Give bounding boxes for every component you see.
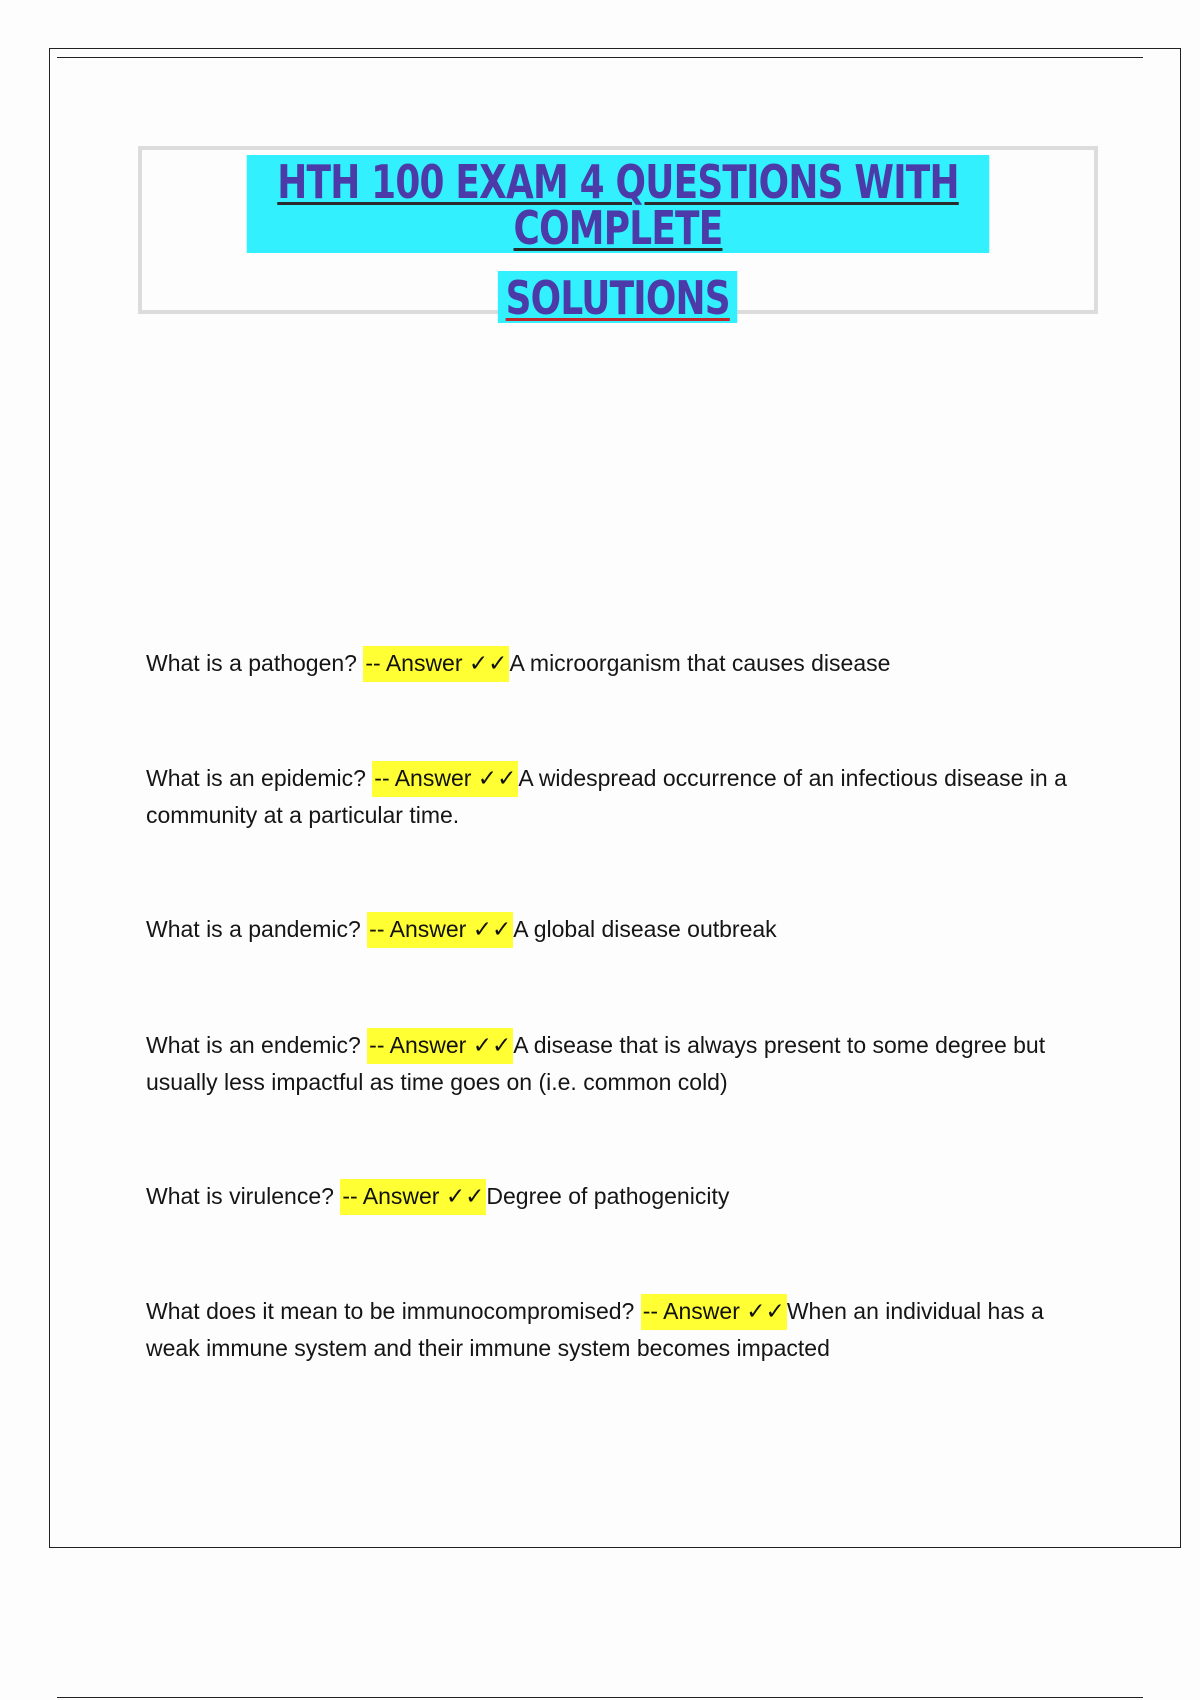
title-line-2 — [142, 271, 1094, 323]
qa-item — [146, 645, 1086, 682]
document-title-continued: SOLUTIONS — [498, 271, 738, 323]
question-text: What is a pathogen? — [146, 650, 357, 676]
question-text: What is an endemic? — [146, 1032, 361, 1058]
title-line-1 — [142, 155, 1094, 253]
qa-item — [146, 1027, 1086, 1101]
qa-item — [146, 1178, 1086, 1215]
answer-text: Degree of pathogenicity — [486, 1183, 730, 1209]
answer-marker: -- Answer ✓✓ — [363, 646, 509, 682]
question-text: What is an epidemic? — [146, 765, 366, 791]
top-divider — [57, 57, 1143, 58]
qa-item — [146, 911, 1086, 948]
answer-text: A widespread occurrence of an infectious disease in a community at a particular time. — [146, 765, 1067, 828]
document-title: HTH 100 EXAM 4 QUESTIONS WITH COMPLETE — [247, 155, 990, 253]
qa-item — [146, 1293, 1086, 1367]
qa-item — [146, 760, 1086, 834]
question-text: What is virulence? — [146, 1183, 334, 1209]
answer-marker: -- Answer ✓✓ — [340, 1179, 486, 1215]
answer-marker: -- Answer ✓✓ — [367, 1028, 513, 1064]
answer-text: A disease that is always present to some degree but usually less impactful as time goes on (i.e. common cold) — [146, 1032, 1046, 1095]
answer-marker: -- Answer ✓✓ — [641, 1294, 787, 1330]
answer-text: A microorganism that causes disease — [509, 650, 891, 676]
answer-marker: -- Answer ✓✓ — [367, 912, 513, 948]
question-text: What does it mean to be immunocompromised? — [146, 1298, 635, 1324]
answer-text: A global disease outbreak — [513, 916, 777, 942]
answer-marker: -- Answer ✓✓ — [372, 761, 518, 797]
bottom-divider — [57, 1697, 1143, 1698]
answer-text: When an individual has a weak immune system and their immune system becomes impacted — [146, 1298, 1044, 1361]
title-box — [138, 146, 1098, 325]
question-text: What is a pandemic? — [146, 916, 361, 942]
